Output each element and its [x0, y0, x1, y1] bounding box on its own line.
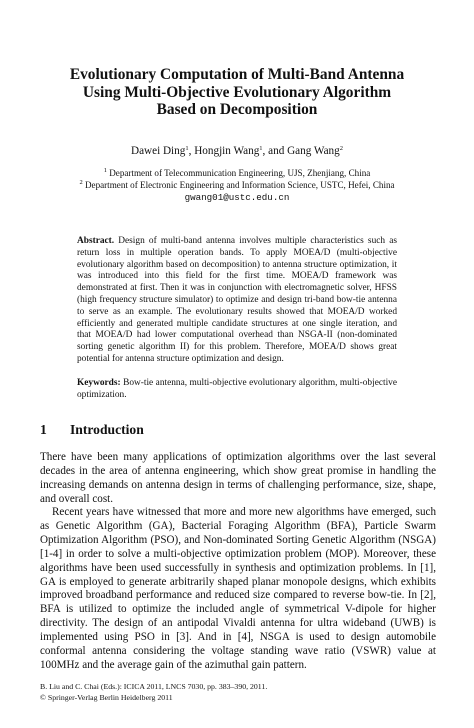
author-name: Dawei Ding — [130, 145, 186, 157]
author-name: Gang Wang — [287, 145, 340, 157]
author-email: gwang01@ustc.edu.cn — [184, 191, 290, 203]
title-line: Based on Decomposition — [156, 101, 318, 118]
affiliation-line — [0, 179, 474, 191]
affiliation-text: Department of Telecommunication Engineering, UJS, Zhenjiang, China — [109, 168, 371, 178]
title-line: Evolutionary Computation of Multi-Band Antenna — [69, 66, 405, 83]
body-text — [40, 451, 436, 673]
footer-copyright: © Springer-Verlag Berlin Heidelberg 2011 — [40, 692, 173, 702]
section-number: 1 — [40, 422, 47, 437]
abstract-text: Design of multi-band antenna involves multiple characteristics such as return loss in multiple operation bands. To apply MOEA/D (multi-objective evolutionary algorithm based on decomposition) to antenna structure optimization, it was introduced into this field for the first time. MOEA/D framework was demonstrated at first. Then it was in conjunction with electromagnetic solver, HFSS (high frequency structure simulator) to optimize and design tri-band bow-tie antenna to serve as an example. The evolutionary results showed that MOEA/D worked efficiently and generated multiple candidate structures at one single iteration, and that MOEA/D had lower computational overhead than NSGA-II (non-dominated sorting genetic algorithm II) for this problem. Therefore, MOEA/D shows great potential for antenna structure optimization and design. — [77, 236, 397, 364]
abstract-label: Abstract. — [77, 236, 115, 246]
affiliation-line — [0, 167, 474, 179]
author-name: Hongjin Wang — [194, 145, 260, 157]
paragraph: There have been many applications of optimization algorithms over the last several decades in the area of antenna engineering, which show great promise in handling the increasing demands on antenna design in terms of challenging performance, size, shape, and overall cost. — [40, 451, 436, 505]
title-line: Using Multi-Objective Evolutionary Algorithm — [82, 83, 392, 101]
section-heading — [40, 422, 144, 438]
author-affiliation-mark: 2 — [339, 145, 343, 152]
author-affiliation-mark: 1 — [185, 145, 189, 152]
affiliation-text: Department of Electronic Engineering and Information Science, USTC, Hefei, China — [84, 180, 395, 191]
footer-citation: B. Liu and C. Chai (Eds.): ICICA 2011, LNCS 7030, pp. 383–390, 2011. — [40, 682, 268, 691]
author-separator: , and — [262, 145, 288, 157]
affiliations — [0, 167, 474, 204]
author-separator: , — [188, 145, 195, 157]
paper-title — [40, 66, 434, 119]
keywords — [77, 378, 397, 402]
keywords-text: Bow-tie antenna, multi-objective evolutionary algorithm, multi-objective optimization. — [77, 378, 398, 400]
author-affiliation-mark: 1 — [259, 145, 263, 152]
abstract — [77, 236, 397, 366]
page-footer — [40, 682, 267, 703]
affiliation-mark: 1 — [103, 167, 107, 174]
affiliation-mark: 2 — [79, 179, 83, 187]
section-title: Introduction — [70, 422, 144, 437]
paragraph: Recent years have witnessed that more and more new algorithms have emerged, such as Genetic Algorithm (GA), Bacterial Foraging Algorithm (BFA), Particle Swarm Optimization Algorithm (PSO), and Non-dominated Sorting Genetic Algorithm (NSGA) [1-4] in order to solve a multi-objective optimization problem (MOP). Moreover, these algorithms have been used successfully in synthesis and optimization problems. In [1], GA is employed to generate arbitrarily shaped planar monopole designs, which exhibits improved broadband performance and reduced size compared to reverse bow-tie. In [2], BFA is utilized to optimize the included angle of symmetrical V-dipole for higher directivity. The design of an antipodal Vivaldi antenna for ultra wideband (UWB) is implemented using PSO in [3]. And in [4], NSGA is used to design automobile conformal antenna considering the voltage standing wave ratio (VSWR) value at 100MHz and the average gain of the azimuthal gain pattern. — [40, 506, 436, 671]
keywords-label: Keywords: — [77, 378, 121, 388]
author-list — [0, 145, 474, 157]
